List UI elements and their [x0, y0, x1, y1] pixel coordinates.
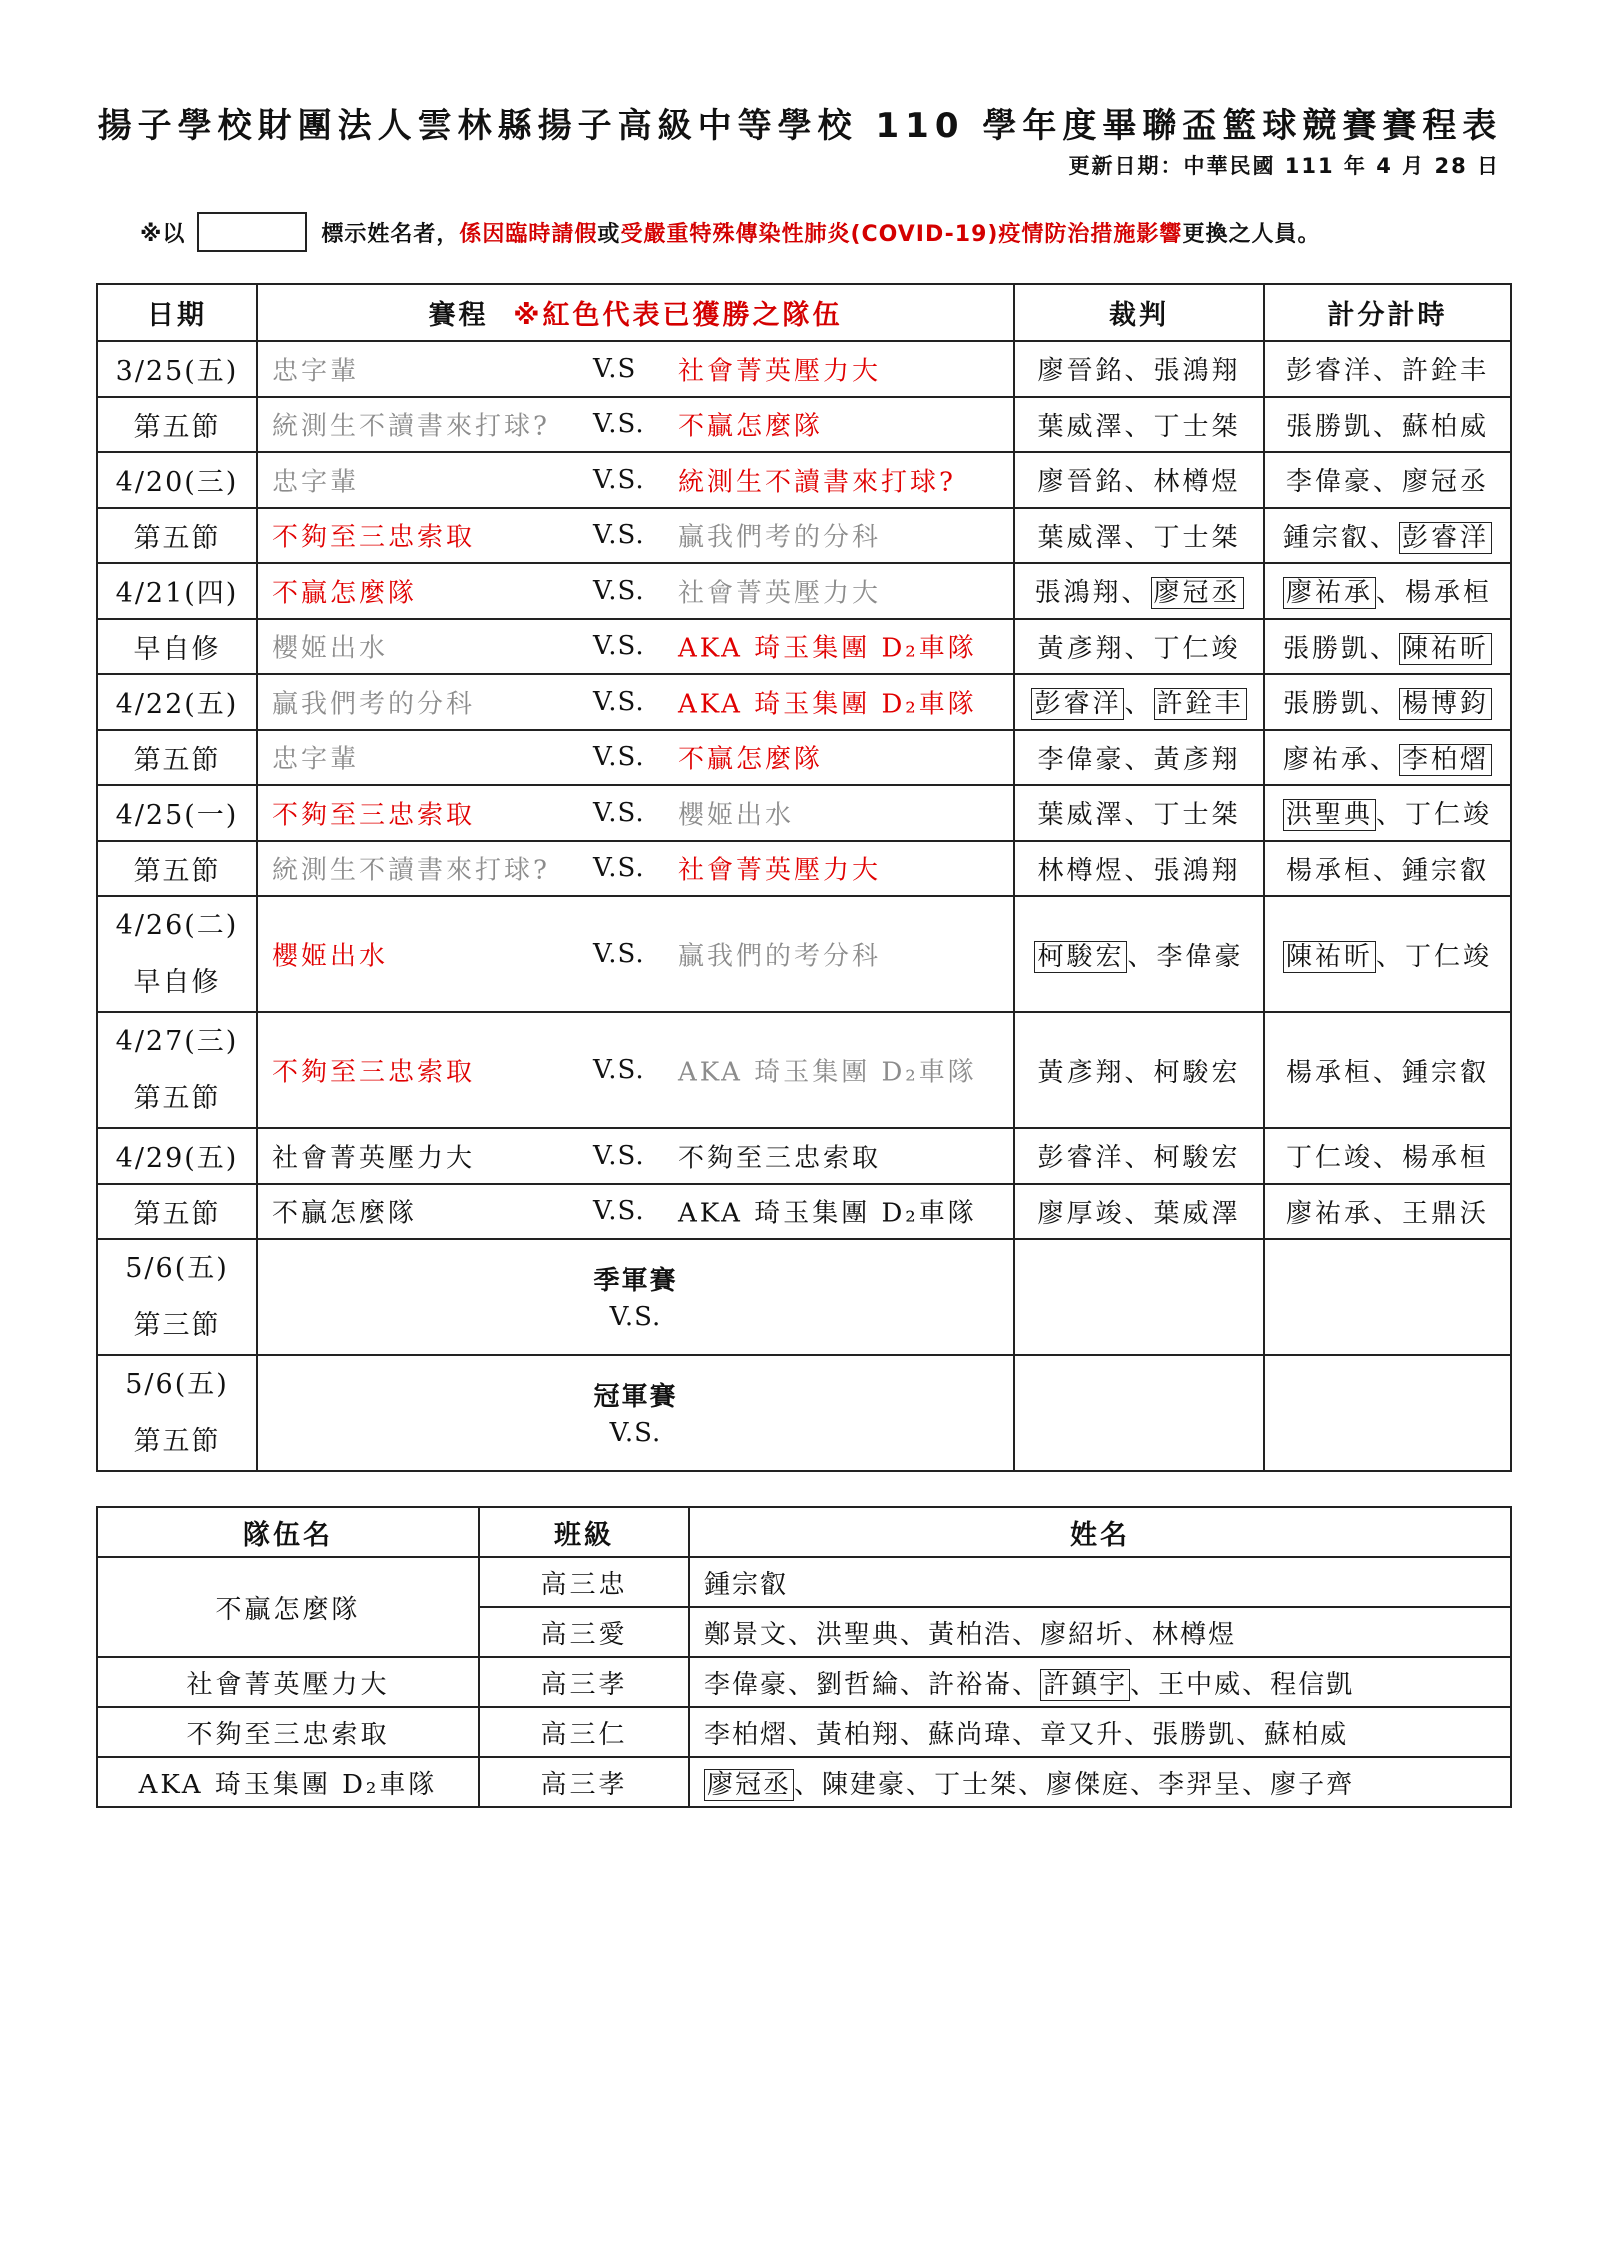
- final-date-period: [97, 1239, 257, 1355]
- player-name: 張勝凱: [1152, 1719, 1237, 1750]
- match-row: [97, 841, 1511, 897]
- scorers: 廖祐承、 李柏熠: [1264, 730, 1511, 786]
- versus-label: V.S: [593, 353, 637, 384]
- person-name: 蘇柏威: [1402, 411, 1490, 442]
- match-date-period: [97, 896, 257, 1012]
- referees: 柯駿宏 、李偉豪: [1014, 896, 1264, 1012]
- team-away: AKA 琦玉集團 D₂車隊: [678, 633, 977, 664]
- scorers: 李偉豪、廖冠丞: [1264, 452, 1511, 508]
- header-date: 日期: [97, 284, 257, 341]
- match-teams: [257, 341, 1014, 397]
- person-name: 彭睿洋: [1037, 1143, 1125, 1174]
- person-name: 丁仁竣: [1285, 1143, 1373, 1174]
- referees: 彭睿洋、柯駿宏: [1014, 1128, 1264, 1184]
- person-name: 張勝凱: [1282, 689, 1370, 720]
- person-name: 李偉豪: [1037, 744, 1125, 775]
- team-away: 不贏怎麼隊: [678, 411, 824, 442]
- match-date: 4/22(五): [97, 674, 257, 730]
- final-date: 5/6(五): [125, 1253, 229, 1284]
- match-row: [97, 674, 1511, 730]
- versus-label: V.S.: [593, 409, 645, 440]
- match-teams: [257, 619, 1014, 675]
- match-date-period: [97, 1012, 257, 1128]
- referees: 黃彥翔、柯駿宏: [1014, 1012, 1264, 1128]
- person-name: 楊承桓: [1285, 855, 1373, 886]
- person-name: 彭睿洋: [1031, 688, 1124, 720]
- team-home: 不夠至三忠索取: [272, 522, 476, 553]
- player-name: 許裕崙: [928, 1669, 1013, 1700]
- referees: 李偉豪、黃彥翔: [1014, 730, 1264, 786]
- versus-label: V.S.: [593, 1055, 645, 1085]
- final-row: [97, 1355, 1511, 1471]
- person-name: 柯駿宏: [1153, 1143, 1241, 1174]
- person-name: 丁士桀: [1153, 411, 1241, 442]
- referees: 廖晉銘、林樽煜: [1014, 452, 1264, 508]
- person-name: 張勝凱: [1282, 633, 1370, 664]
- scorers: 張勝凱、 陳祐昕: [1264, 619, 1511, 675]
- player-name: 李柏熠: [704, 1719, 789, 1750]
- match-row: [97, 452, 1511, 508]
- versus-label: V.S.: [593, 520, 645, 551]
- person-name: 陳祐昕: [1399, 633, 1492, 665]
- person-name: 李偉豪: [1285, 467, 1373, 498]
- team-away: 贏我們考的分科: [678, 522, 882, 553]
- match-period: 第五節: [97, 730, 257, 786]
- team-home: 統測生不讀書來打球?: [272, 855, 550, 886]
- match-period: 早自修: [97, 619, 257, 675]
- person-name: 葉威澤: [1153, 1198, 1241, 1229]
- player-name: 廖冠丞: [704, 1769, 794, 1801]
- player-name: 廖紹圻: [1040, 1619, 1125, 1650]
- person-name: 李偉豪: [1156, 941, 1244, 972]
- header-referee: 裁判: [1014, 284, 1264, 341]
- final-name: 季軍賽: [593, 1266, 678, 1296]
- person-name: 鍾宗叡: [1282, 522, 1370, 553]
- match-date: 4/25(一): [97, 785, 257, 841]
- roster-names: [689, 1557, 1511, 1607]
- header-match: [257, 284, 1014, 341]
- match-period: 第五節: [97, 841, 257, 897]
- match-row: [97, 1012, 1511, 1128]
- match-date: 4/26(二): [115, 910, 239, 941]
- notice-reason-leave: 係因臨時請假: [459, 221, 598, 247]
- roster-header-class: 班級: [479, 1507, 689, 1557]
- roster-team: 社會菁英壓力大: [97, 1657, 479, 1707]
- person-name: 楊承桓: [1402, 1143, 1490, 1174]
- match-date: 4/21(四): [97, 563, 257, 619]
- person-name: 廖晉銘: [1037, 356, 1125, 387]
- roster-header-team: 隊伍名: [97, 1507, 479, 1557]
- roster-team: 不夠至三忠索取: [97, 1707, 479, 1757]
- person-name: 李柏熠: [1399, 744, 1492, 776]
- versus-label: V.S.: [593, 1140, 645, 1171]
- referees: 葉威澤、丁士桀: [1014, 397, 1264, 453]
- player-name: 黃柏浩: [928, 1619, 1013, 1650]
- match-date: 4/27(三): [115, 1026, 239, 1057]
- notice-middle: 標示姓名者，: [321, 221, 460, 247]
- roster-names: 李柏熠、黃柏翔、蘇尚瑋、章又升、張勝凱、蘇柏威: [689, 1707, 1511, 1757]
- player-name: 王中威: [1158, 1669, 1243, 1700]
- person-name: 丁士桀: [1153, 522, 1241, 553]
- scorers: 廖祐承、王鼎沃: [1264, 1184, 1511, 1240]
- roster-team: 不贏怎麼隊: [97, 1557, 479, 1657]
- team-home: 社會菁英壓力大: [272, 1143, 476, 1174]
- player-name: 鄭景文: [704, 1619, 789, 1650]
- match-teams: [257, 841, 1014, 897]
- person-name: 彭睿洋: [1285, 356, 1373, 387]
- match-teams: [257, 1128, 1014, 1184]
- final-row: [97, 1239, 1511, 1355]
- team-away: 社會菁英壓力大: [678, 578, 882, 609]
- roster-class: 高三孝: [479, 1657, 689, 1707]
- roster-class: 高三愛: [479, 1607, 689, 1657]
- player-name: 林樽煜: [1152, 1619, 1237, 1650]
- match-row: [97, 563, 1511, 619]
- team-home: 櫻姬出水: [272, 633, 389, 664]
- person-name: 楊博鈞: [1399, 688, 1492, 720]
- match-teams: [257, 1184, 1014, 1240]
- roster-names: 廖冠丞 、陳建豪、丁士桀、廖傑庭、李羿呈、廖子齊: [689, 1757, 1511, 1807]
- final-match: [257, 1239, 1014, 1355]
- person-name: 葉威澤: [1037, 411, 1125, 442]
- person-name: 黃彥翔: [1153, 744, 1241, 775]
- scorers: 張勝凱、 楊博鈞: [1264, 674, 1511, 730]
- team-home: 不贏怎麼隊: [272, 1198, 418, 1229]
- person-name: 張鴻翔: [1153, 855, 1241, 886]
- player-name: 洪聖典: [816, 1619, 901, 1650]
- match-row: [97, 1184, 1511, 1240]
- versus-label: V.S.: [609, 1418, 662, 1448]
- match-teams: [257, 1012, 1014, 1128]
- notice-prefix: ※以: [140, 221, 186, 247]
- referees: 張鴻翔、 廖冠丞: [1014, 563, 1264, 619]
- substitution-notice: [140, 212, 1520, 252]
- versus-label: V.S.: [609, 1302, 662, 1332]
- match-period: 第五節: [97, 397, 257, 453]
- person-name: 廖晉銘: [1037, 467, 1125, 498]
- player-name: 蘇柏威: [1264, 1719, 1349, 1750]
- person-name: 彭睿洋: [1399, 522, 1492, 554]
- match-date: 4/29(五): [97, 1128, 257, 1184]
- person-name: 廖厚竣: [1037, 1198, 1125, 1229]
- person-name: 黃彥翔: [1037, 1057, 1125, 1088]
- final-period: 第五節: [133, 1426, 221, 1457]
- roster-row: [97, 1657, 1511, 1707]
- roster-team: AKA 琦玉集團 D₂車隊: [97, 1757, 479, 1807]
- roster-row: [97, 1757, 1511, 1807]
- team-away: 社會菁英壓力大: [678, 356, 882, 387]
- person-name: 張勝凱: [1285, 411, 1373, 442]
- person-name: 陳祐昕: [1283, 941, 1376, 973]
- team-away: 贏我們的考分科: [678, 941, 882, 972]
- scorers: 洪聖典 、丁仁竣: [1264, 785, 1511, 841]
- scorers: 楊承桓、鍾宗叡: [1264, 841, 1511, 897]
- team-home: 贏我們考的分科: [272, 689, 476, 720]
- update-date: 更新日期：中華民國 111 年 4 月 28 日: [1068, 154, 1500, 178]
- person-name: 張鴻翔: [1153, 356, 1241, 387]
- person-name: 柯駿宏: [1153, 1057, 1241, 1088]
- person-name: 葉威澤: [1037, 522, 1125, 553]
- match-teams: [257, 452, 1014, 508]
- scorers: 丁仁竣、楊承桓: [1264, 1128, 1511, 1184]
- team-away: AKA 琦玉集團 D₂車隊: [678, 689, 977, 720]
- final-name: 冠軍賽: [593, 1382, 678, 1412]
- roster-body: [97, 1557, 1511, 1807]
- match-teams: [257, 508, 1014, 564]
- match-teams: [257, 563, 1014, 619]
- schedule-body: [97, 341, 1511, 1471]
- person-name: 鍾宗叡: [1402, 855, 1490, 886]
- match-period: 早自修: [133, 967, 221, 998]
- team-away: 不贏怎麼隊: [678, 744, 824, 775]
- match-date: 4/20(三): [97, 452, 257, 508]
- scorers: 陳祐昕 、丁仁竣: [1264, 896, 1511, 1012]
- person-name: 楊承桓: [1285, 1057, 1373, 1088]
- match-row: [97, 785, 1511, 841]
- team-away: 不夠至三忠索取: [678, 1143, 882, 1174]
- header-scorer: 計分計時: [1264, 284, 1511, 341]
- team-away: AKA 琦玉集團 D₂車隊: [678, 1057, 977, 1088]
- team-away: AKA 琦玉集團 D₂車隊: [678, 1198, 977, 1229]
- notice-suffix: 更換之人員。: [1182, 221, 1321, 247]
- player-name: 廖子齊: [1270, 1769, 1355, 1800]
- sample-box-legend: [197, 212, 307, 252]
- header-match-label: 賽程: [428, 300, 489, 331]
- versus-label: V.S.: [593, 797, 645, 828]
- player-name: 李羿呈: [1158, 1769, 1243, 1800]
- team-away: 社會菁英壓力大: [678, 855, 882, 886]
- match-period: 第五節: [133, 1083, 221, 1114]
- versus-label: V.S.: [593, 1196, 645, 1227]
- match-row: [97, 397, 1511, 453]
- person-name: 黃彥翔: [1037, 633, 1125, 664]
- team-home: 不贏怎麼隊: [272, 578, 418, 609]
- player-name: 章又升: [1040, 1719, 1125, 1750]
- roster-class: 高三仁: [479, 1707, 689, 1757]
- team-home: 忠字輩: [272, 356, 360, 387]
- scorers: 楊承桓、鍾宗叡: [1264, 1012, 1511, 1128]
- match-teams: [257, 896, 1014, 1012]
- schedule-table: [96, 283, 1512, 1472]
- player-name: 鍾宗叡: [704, 1569, 789, 1600]
- person-name: 廖祐承: [1285, 1198, 1373, 1229]
- roster-header-names: 姓名: [689, 1507, 1511, 1557]
- match-teams: [257, 785, 1014, 841]
- schedule-header-row: [97, 284, 1511, 341]
- final-date-period: [97, 1355, 257, 1471]
- referees: 黃彥翔、丁仁竣: [1014, 619, 1264, 675]
- scorers: 鍾宗叡、 彭睿洋: [1264, 508, 1511, 564]
- final-scorers: [1264, 1355, 1511, 1471]
- person-name: 鍾宗叡: [1402, 1057, 1490, 1088]
- scorers: 張勝凱、蘇柏威: [1264, 397, 1511, 453]
- player-name: 程信凱: [1270, 1669, 1355, 1700]
- team-home: 忠字輩: [272, 744, 360, 775]
- person-name: 張鴻翔: [1034, 578, 1122, 609]
- team-home: 櫻姬出水: [272, 941, 389, 972]
- person-name: 丁仁竣: [1405, 941, 1493, 972]
- person-name: 王鼎沃: [1402, 1198, 1490, 1229]
- versus-label: V.S.: [593, 575, 645, 606]
- team-home: 忠字輩: [272, 467, 360, 498]
- match-row: [97, 508, 1511, 564]
- roster-row: [97, 1557, 1511, 1607]
- referees: 彭睿洋 、 許銓丰: [1014, 674, 1264, 730]
- person-name: 葉威澤: [1037, 800, 1125, 831]
- referees: 葉威澤、丁士桀: [1014, 508, 1264, 564]
- person-name: 廖冠丞: [1151, 577, 1244, 609]
- person-name: 洪聖典: [1283, 799, 1376, 831]
- person-name: 楊承桓: [1405, 578, 1493, 609]
- versus-label: V.S.: [593, 464, 645, 495]
- match-row: [97, 1128, 1511, 1184]
- person-name: 廖冠丞: [1402, 467, 1490, 498]
- player-name: 廖傑庭: [1046, 1769, 1131, 1800]
- player-name: 蘇尚瑋: [928, 1719, 1013, 1750]
- player-name: 劉哲綸: [816, 1669, 901, 1700]
- referees: 林樽煜、張鴻翔: [1014, 841, 1264, 897]
- roster-names: 鄭景文、洪聖典、黃柏浩、廖紹圻、林樽煜: [689, 1607, 1511, 1657]
- match-row: [97, 896, 1511, 1012]
- team-home: 統測生不讀書來打球?: [272, 411, 550, 442]
- person-name: 丁仁竣: [1405, 800, 1493, 831]
- versus-label: V.S.: [593, 686, 645, 717]
- match-teams: [257, 674, 1014, 730]
- person-name: 廖祐承: [1283, 577, 1376, 609]
- match-date: 3/25(五): [97, 341, 257, 397]
- versus-label: V.S.: [593, 742, 645, 773]
- team-home: 不夠至三忠索取: [272, 1057, 476, 1088]
- header-match-note: ※紅色代表已獲勝之隊伍: [513, 300, 843, 331]
- final-referees: [1014, 1355, 1264, 1471]
- team-home: 不夠至三忠索取: [272, 800, 476, 831]
- person-name: 廖祐承: [1282, 744, 1370, 775]
- referees: 葉威澤、丁士桀: [1014, 785, 1264, 841]
- person-name: 丁仁竣: [1153, 633, 1241, 664]
- final-scorers: [1264, 1239, 1511, 1355]
- person-name: 林樽煜: [1037, 855, 1125, 886]
- match-row: [97, 730, 1511, 786]
- match-period: 第五節: [97, 508, 257, 564]
- final-referees: [1014, 1239, 1264, 1355]
- final-period: 第三節: [133, 1310, 221, 1341]
- roster-row: [97, 1707, 1511, 1757]
- person-name: 柯駿宏: [1034, 941, 1127, 973]
- versus-label: V.S.: [593, 939, 645, 969]
- page-title: 揚子學校財團法人雲林縣揚子高級中等學校 110 學年度畢聯盃籃球競賽賽程表: [97, 106, 1503, 146]
- scorers: 彭睿洋、許銓丰: [1264, 341, 1511, 397]
- match-row: [97, 619, 1511, 675]
- notice-reason-covid: 受嚴重特殊傳染性肺炎(COVID-19)疫情防治措施影響: [620, 221, 1183, 247]
- roster-class: 高三孝: [479, 1757, 689, 1807]
- match-teams: [257, 730, 1014, 786]
- team-away: 櫻姬出水: [678, 800, 795, 831]
- person-name: 許銓丰: [1154, 688, 1247, 720]
- roster-header-row: [97, 1507, 1511, 1557]
- match-row: [97, 341, 1511, 397]
- person-name: 許銓丰: [1402, 356, 1490, 387]
- roster-table: [96, 1506, 1512, 1808]
- person-name: 林樽煜: [1153, 467, 1241, 498]
- versus-label: V.S.: [593, 853, 645, 884]
- final-match: [257, 1355, 1014, 1471]
- final-date: 5/6(五): [125, 1369, 229, 1400]
- team-away: 統測生不讀書來打球?: [678, 467, 956, 498]
- referees: 廖厚竣、葉威澤: [1014, 1184, 1264, 1240]
- notice-or: 或: [597, 221, 621, 247]
- versus-label: V.S.: [593, 631, 645, 662]
- roster-names: 李偉豪、劉哲綸、許裕崙、 許鎮宇 、王中威、程信凱: [689, 1657, 1511, 1707]
- player-name: 黃柏翔: [816, 1719, 901, 1750]
- scorers: 廖祐承 、楊承桓: [1264, 563, 1511, 619]
- player-name: 李偉豪: [704, 1669, 789, 1700]
- roster-class: 高三忠: [479, 1557, 689, 1607]
- person-name: 丁士桀: [1153, 800, 1241, 831]
- player-name: 許鎮宇: [1040, 1669, 1130, 1701]
- match-teams: [257, 397, 1014, 453]
- player-name: 陳建豪: [822, 1769, 907, 1800]
- referees: 廖晉銘、張鴻翔: [1014, 341, 1264, 397]
- player-name: 丁士桀: [934, 1769, 1019, 1800]
- match-period: 第五節: [97, 1184, 257, 1240]
